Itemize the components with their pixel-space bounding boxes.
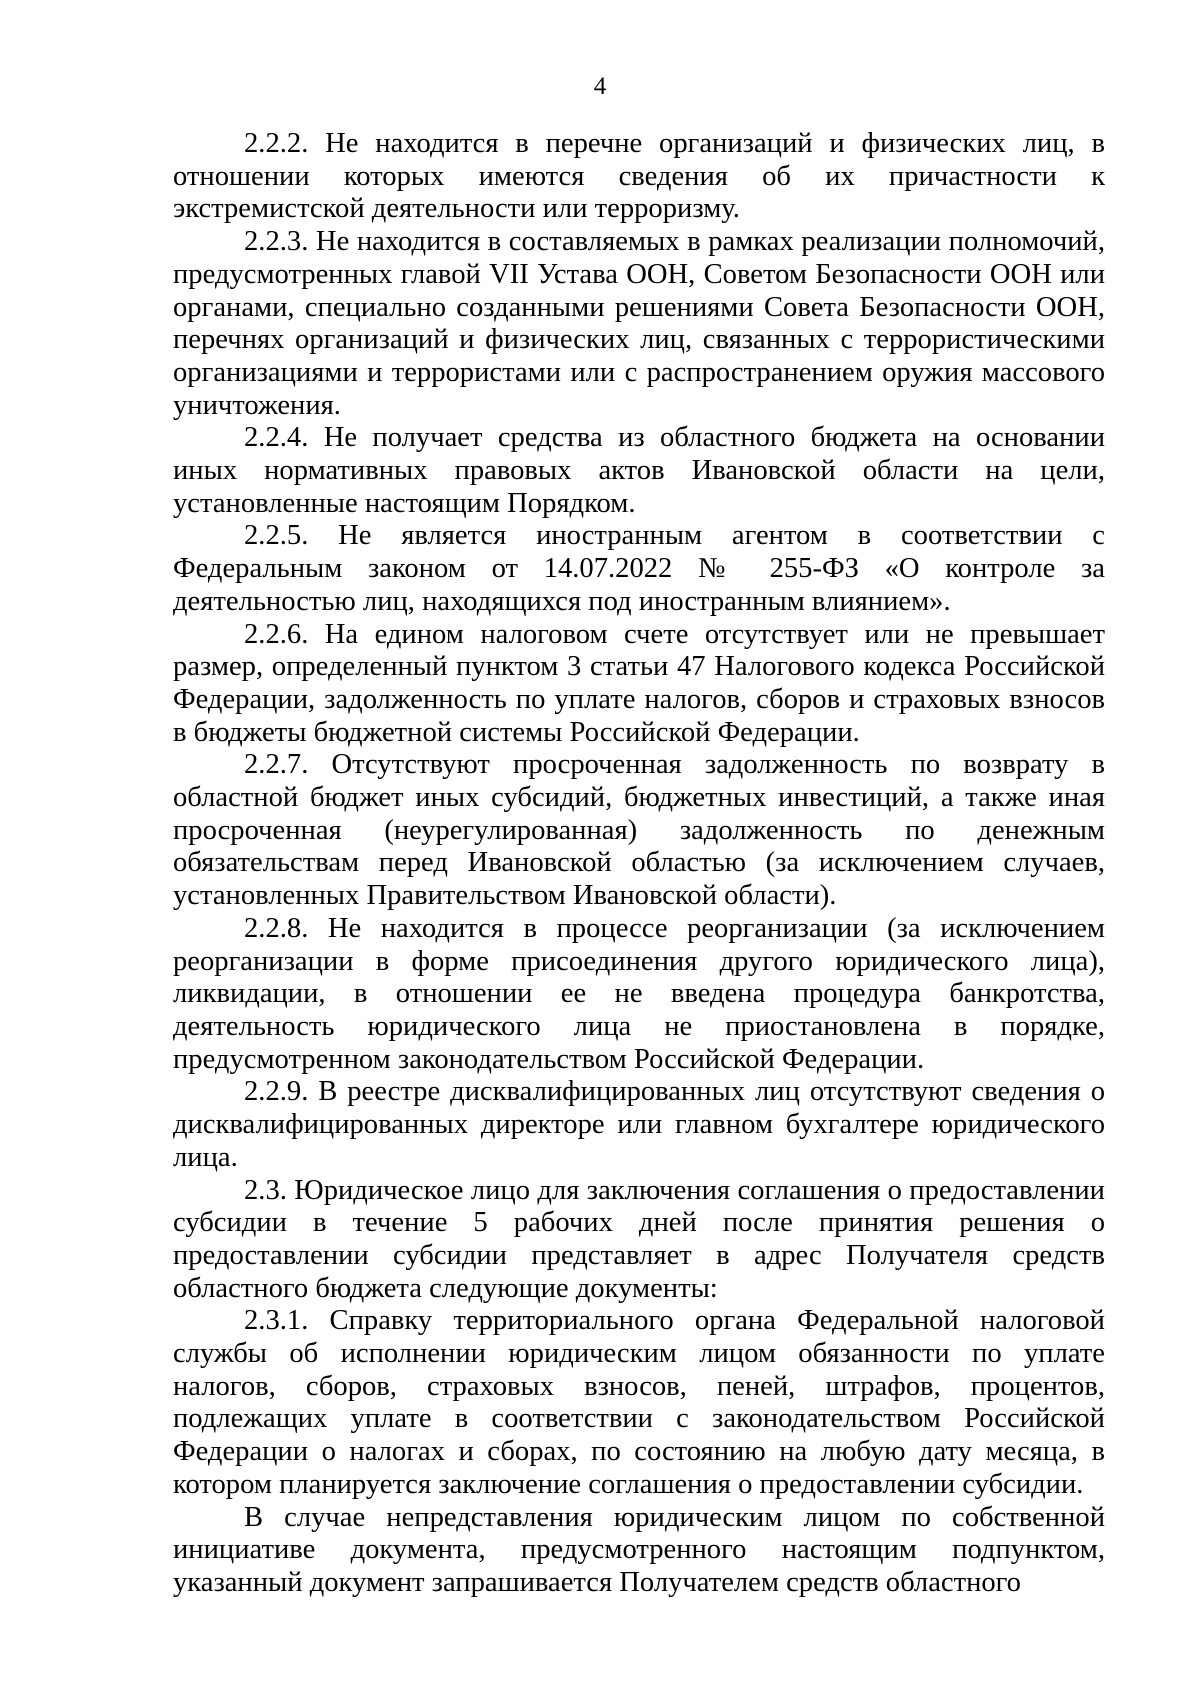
paragraph-2-3-1: 2.3.1. Справку территориального органа Федеральной налоговой службы об исполнении юридическим лицом обязанности по уплате налогов, сборов, страховых взносов, пеней, штрафов, процентов, подлежащих уплате в соответствии с законодательством Российской Федерации о налогах и сборах, по состоянию на любую дату месяца, в котором планируется заключение соглашения о предоставлении субсидии.: [173, 1305, 1105, 1500]
paragraph-2-2-9: 2.2.9. В реестре дисквалифицированных лиц отсутствуют сведения о дисквалифицированных директоре или главном бухгалтере юридического лица.: [173, 1076, 1105, 1173]
document-body: [173, 128, 1105, 1600]
paragraph-2-2-8: 2.2.8. Не находится в процессе реорганизации (за исключением реорганизации в форме присоединения другого юридического лица), ликвидации, в отношении ее не введена процедура банкротства, деятельность юридического лица не приостановлена в порядке, предусмотренном законодательством Российской Федерации.: [173, 912, 1105, 1075]
paragraph-2-2-4: 2.2.4. Не получает средства из областного бюджета на основании иных нормативных правовых актов Ивановской области на цели, установленные настоящим Порядком.: [173, 422, 1105, 519]
paragraph-2-2-5: 2.2.5. Не является иностранным агентом в соответствии с Федеральным законом от 14.07.2022 № 255-ФЗ «О контроле за деятельностью лиц, находящихся под иностранным влиянием».: [173, 520, 1105, 617]
paragraph-non-submission: В случае непредставления юридическим лицом по собственной инициативе документа, предусмотренного настоящим подпунктом, указанный документ запрашивается Получателем средств областного: [173, 1501, 1105, 1598]
paragraph-2-3: 2.3. Юридическое лицо для заключения соглашения о предоставлении субсидии в течение 5 рабочих дней после принятия решения о предоставлении субсидии представляет в адрес Получателя средств областного бюджета следующие документы:: [173, 1174, 1105, 1304]
paragraph-2-2-3: 2.2.3. Не находится в составляемых в рамках реализации полномочий, предусмотренных главой VII Устава ООН, Советом Безопасности ООН или органами, специально созданными решениями Совета Безопасности ООН, перечнях организаций и физических лиц, связанных с террористическими организациями и террористами или с распространением оружия массового уничтожения.: [173, 226, 1105, 421]
paragraph-2-2-2: 2.2.2. Не находится в перечне организаций и физических лиц, в отношении которых имеются сведения об их причастности к экстремистской деятельности или терроризму.: [173, 128, 1105, 225]
paragraph-2-2-6: 2.2.6. На едином налоговом счете отсутствует или не превышает размер, определенный пунктом 3 статьи 47 Налогового кодекса Российской Федерации, задолженность по уплате налогов, сборов и страховых взносов в бюджеты бюджетной системы Российской Федерации.: [173, 618, 1105, 748]
paragraph-2-2-7: 2.2.7. Отсутствуют просроченная задолженность по возврату в областной бюджет иных субсидий, бюджетных инвестиций, а также иная просроченная (неурегулированная) задолженность по денежным обязательствам перед Ивановской областью (за исключением случаев, установленных Правительством Ивановской области).: [173, 749, 1105, 912]
page-number: 4: [593, 73, 607, 100]
